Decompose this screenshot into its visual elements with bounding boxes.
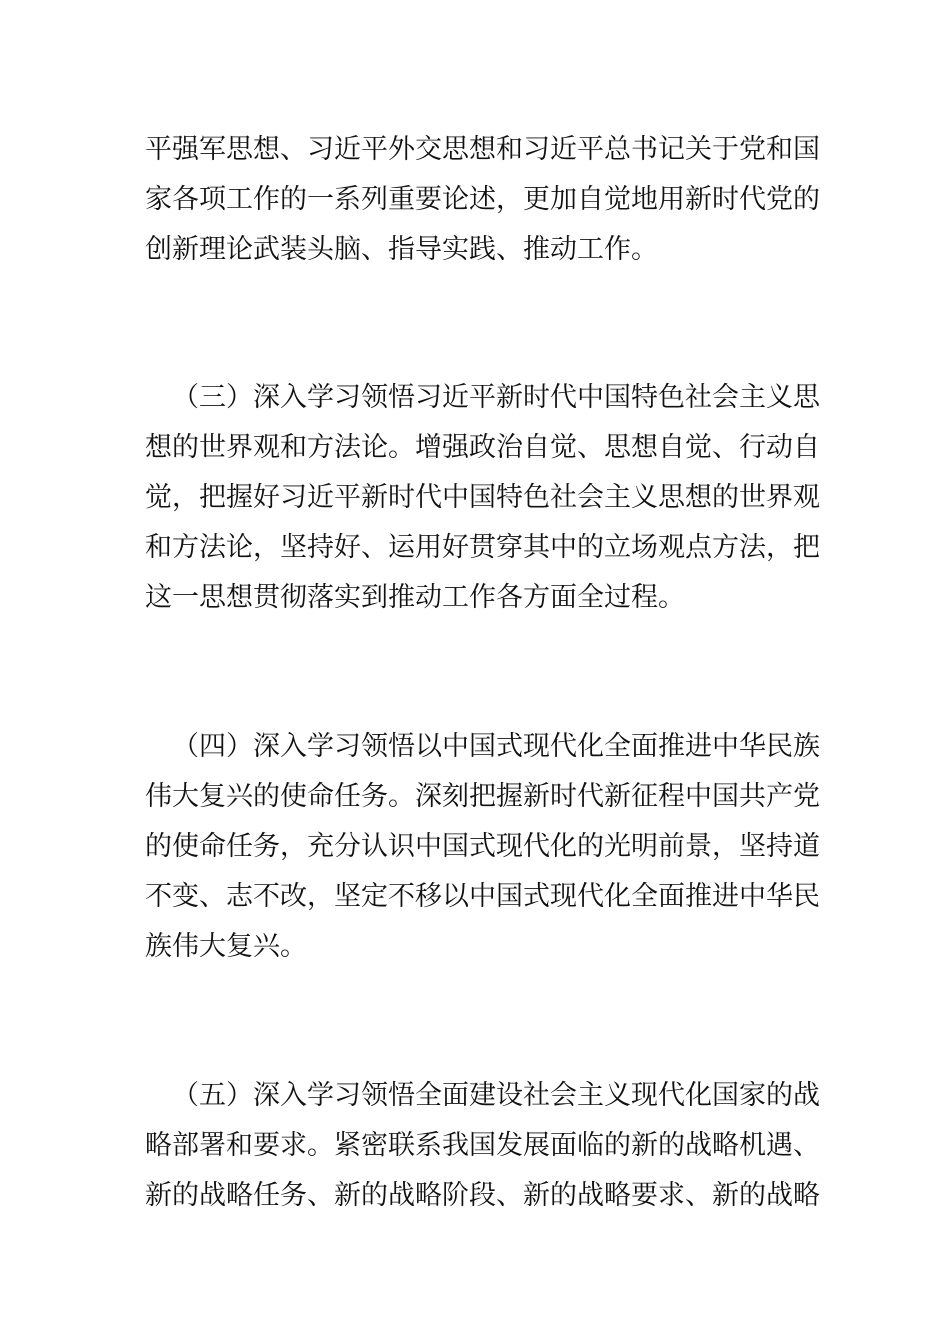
text-line: 伟大复兴的使命任务。深刻把握新时代新征程中国共产党 [145, 781, 820, 812]
text-line: 这一思想贯彻落实到推动工作各方面全过程。 [145, 582, 685, 613]
text-line: 略部署和要求。紧密联系我国发展面临的新的战略机遇、 [145, 1130, 820, 1161]
text-line: 想的世界观和方法论。增强政治自觉、思想自觉、行动自 [145, 432, 820, 463]
text-line: 和方法论，坚持好、运用好贯穿其中的立场观点方法，把 [145, 532, 820, 563]
text-line: 的使命任务，充分认识中国式现代化的光明前景，坚持道 [145, 831, 820, 862]
text-line: 家各项工作的一系列重要论述，更加自觉地用新时代党的 [145, 184, 820, 215]
text-line: 新的战略任务、新的战略阶段、新的战略要求、新的战略 [145, 1180, 820, 1211]
text-line: （五）深入学习领悟全面建设社会主义现代化国家的战 [172, 1080, 820, 1111]
text-line: 族伟大复兴。 [145, 931, 307, 962]
text-line: （三）深入学习领悟习近平新时代中国特色社会主义思 [172, 382, 820, 413]
text-line: 不变、志不改，坚定不移以中国式现代化全面推进中华民 [145, 881, 820, 912]
text-line: 平强军思想、习近平外交思想和习近平总书记关于党和国 [145, 134, 820, 165]
text-line: 觉，把握好习近平新时代中国特色社会主义思想的世界观 [145, 482, 820, 513]
text-line: （四）深入学习领悟以中国式现代化全面推进中华民族 [172, 731, 820, 762]
text-line: 创新理论武装头脑、指导实践、推动工作。 [145, 234, 658, 265]
